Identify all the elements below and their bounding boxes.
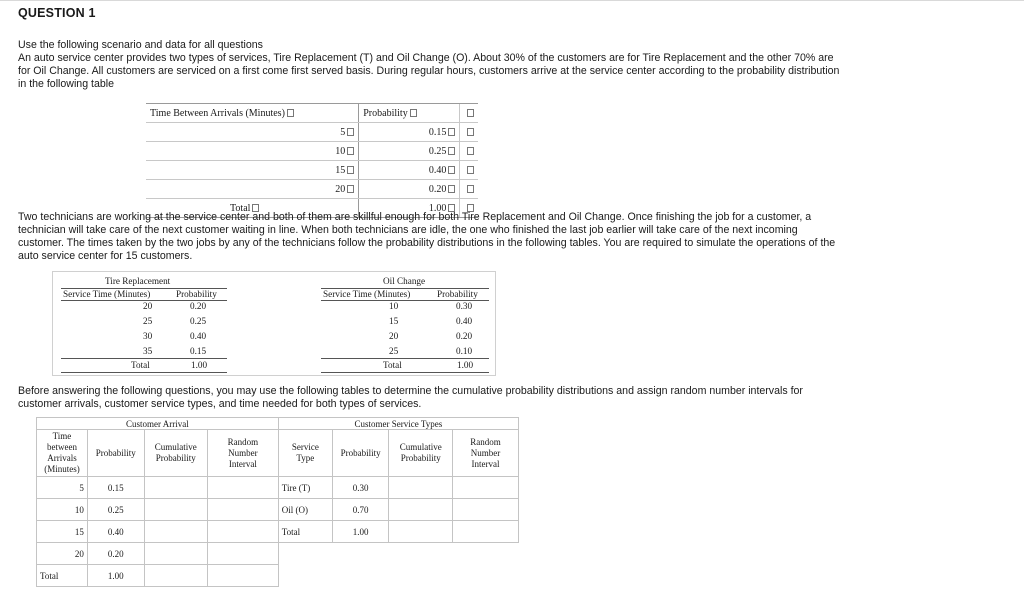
- oil-prob-cell: 0.20: [456, 331, 473, 341]
- header-service-probability: Probability: [332, 430, 389, 477]
- arrival-total-label: Total: [37, 565, 88, 587]
- oil-prob-cell: 0.10: [456, 346, 473, 356]
- arrival-distribution-table: [146, 103, 478, 218]
- arrival-time-cell: 20: [335, 183, 346, 195]
- paragraph2-line-4: auto service center for 15 customers.: [18, 250, 193, 262]
- oil-time-cell: 20: [389, 331, 399, 341]
- service-total-label: Total: [278, 521, 332, 543]
- cumulative-cell[interactable]: [144, 477, 207, 499]
- paragraph2-line-1: Two technicians are working at the service center and both of them are skillful enough for both Tire Replacement and Oil Change. Once finishing the job for a customer, a: [18, 211, 812, 223]
- header-probability: Probability: [87, 430, 144, 477]
- arrival-time-cell: 5: [340, 126, 346, 138]
- tire-prob-cell: 0.15: [190, 346, 207, 356]
- service-type-cell: Oil (O): [278, 499, 332, 521]
- oil-time-cell: 10: [389, 301, 399, 311]
- oil-col-time: Service Time (Minutes): [323, 289, 411, 299]
- tire-time-cell: 35: [143, 346, 153, 356]
- service-random-interval-cell[interactable]: [452, 477, 518, 499]
- paragraph3-line-1: Before answering the following questions, you may use the following tables to determine the cumulative probability distributions and assign random number intervals for: [18, 385, 803, 397]
- intro-line-4: in the following table: [18, 78, 114, 90]
- table-row: [37, 543, 519, 565]
- header-service-type: Service Type: [278, 430, 332, 477]
- table-row: [37, 477, 519, 499]
- table-row: [146, 142, 478, 161]
- table-row: [146, 161, 478, 180]
- cumulative-cell[interactable]: [144, 499, 207, 521]
- table-total-row: [37, 565, 519, 587]
- service-cumulative-cell[interactable]: [389, 477, 452, 499]
- arrival-time-cell: 15: [335, 164, 346, 176]
- arrival-prob-cell: 0.15: [87, 477, 144, 499]
- total-label: Total: [230, 202, 251, 214]
- service-cumulative-cell[interactable]: [389, 499, 452, 521]
- header-service-cumulative-probability: Cumulative Probability: [389, 430, 452, 477]
- table-row: [37, 521, 519, 543]
- intro-line-2: An auto service center provides two types of services, Tire Replacement (T) and Oil Change (O). About 30% of the customers are for Tire Replacement and the other 70% are: [18, 52, 834, 64]
- arrival-prob-cell: 0.40: [87, 521, 144, 543]
- arrival-prob-cell: 0.15: [428, 126, 447, 138]
- arrival-time-cell: 20: [37, 543, 88, 565]
- paragraph2-line-3: customer. The times taken by the two jobs by any of the technicians follow the probability distributions in the following tables. You are required to simulate the operations of the: [18, 237, 836, 249]
- random-interval-cell[interactable]: [207, 521, 278, 543]
- service-prob-cell: 0.70: [332, 499, 389, 521]
- table-row: [37, 499, 519, 521]
- header-time-between-arrivals: Time between Arrivals (Minutes): [37, 430, 88, 477]
- oil-total-prob: 1.00: [457, 360, 474, 370]
- question-title: QUESTION 1: [18, 6, 96, 20]
- tire-time-cell: 20: [143, 301, 153, 311]
- oil-table-title: Oil Change: [383, 276, 426, 286]
- cumulative-cell[interactable]: [144, 521, 207, 543]
- service-total-prob: 1.00: [332, 521, 389, 543]
- oil-prob-cell: 0.40: [456, 316, 473, 326]
- arrival-time-cell: 15: [37, 521, 88, 543]
- oil-time-cell: 25: [389, 346, 399, 356]
- header-cumulative-probability: Cumulative Probability: [144, 430, 207, 477]
- oil-time-cell: 15: [389, 316, 399, 326]
- tire-prob-cell: 0.20: [190, 301, 207, 311]
- table-row: [146, 123, 478, 142]
- arrival-time-cell: 5: [37, 477, 88, 499]
- header-probability: Probability: [363, 107, 408, 119]
- customer-arrival-section: Customer Arrival: [37, 418, 279, 430]
- tire-total-prob: 1.00: [191, 360, 208, 370]
- service-time-tables: [52, 271, 496, 376]
- header-service-random-number-interval: Random Number Interval: [452, 430, 518, 477]
- oil-total-label: Total: [383, 360, 402, 370]
- service-prob-cell: 0.30: [332, 477, 389, 499]
- customer-service-types-section: Customer Service Types: [278, 418, 518, 430]
- random-interval-cell[interactable]: [207, 477, 278, 499]
- table-row: [146, 180, 478, 199]
- random-interval-cell[interactable]: [207, 543, 278, 565]
- intro-line-1: Use the following scenario and data for all questions: [18, 39, 263, 51]
- oil-col-prob: Probability: [437, 289, 478, 299]
- tire-time-cell: 30: [143, 331, 153, 341]
- tire-total-label: Total: [131, 360, 150, 370]
- service-cumulative-cell[interactable]: [389, 521, 452, 543]
- tire-prob-cell: 0.40: [190, 331, 207, 341]
- tire-table-title: Tire Replacement: [105, 276, 171, 286]
- service-random-interval-cell[interactable]: [452, 521, 518, 543]
- arrival-prob-cell: 0.25: [87, 499, 144, 521]
- service-type-cell: Tire (T): [278, 477, 332, 499]
- arrival-total-prob: 1.00: [87, 565, 144, 587]
- random-interval-cell[interactable]: [207, 565, 278, 587]
- paragraph3-line-2: customer arrivals, customer service types, and time needed for both types of services.: [18, 398, 422, 410]
- arrival-prob-cell: 0.25: [428, 145, 447, 157]
- arrival-time-cell: 10: [37, 499, 88, 521]
- tire-prob-cell: 0.25: [190, 316, 207, 326]
- oil-prob-cell: 0.30: [456, 301, 473, 311]
- tire-time-cell: 25: [143, 316, 153, 326]
- arrival-prob-cell: 0.20: [87, 543, 144, 565]
- top-divider: [0, 0, 1024, 1]
- cumulative-cell[interactable]: [144, 565, 207, 587]
- random-interval-cell[interactable]: [207, 499, 278, 521]
- header-random-number-interval: Random Number Interval: [207, 430, 278, 477]
- tire-col-prob: Probability: [176, 289, 217, 299]
- random-number-interval-table: [36, 417, 519, 587]
- tire-col-time: Service Time (Minutes): [63, 289, 151, 299]
- intro-line-3: for Oil Change. All customers are serviced on a first come first served basis. During regular hours, customers arrive at the service center according to the probability distribution: [18, 65, 840, 77]
- header-time-between-arrivals: Time Between Arrivals (Minutes): [150, 107, 285, 119]
- arrival-time-cell: 10: [335, 145, 346, 157]
- arrival-prob-cell: 0.40: [428, 164, 447, 176]
- cumulative-cell[interactable]: [144, 543, 207, 565]
- arrival-prob-cell: 0.20: [428, 183, 447, 195]
- total-prob: 1.00: [428, 202, 447, 214]
- service-random-interval-cell[interactable]: [452, 499, 518, 521]
- paragraph2-line-2: technician will take care of the next customer waiting in line. When both technicians are idle, the one who finished the last job earlier will take care of the next incoming: [18, 224, 798, 236]
- table-header-row: [146, 104, 478, 123]
